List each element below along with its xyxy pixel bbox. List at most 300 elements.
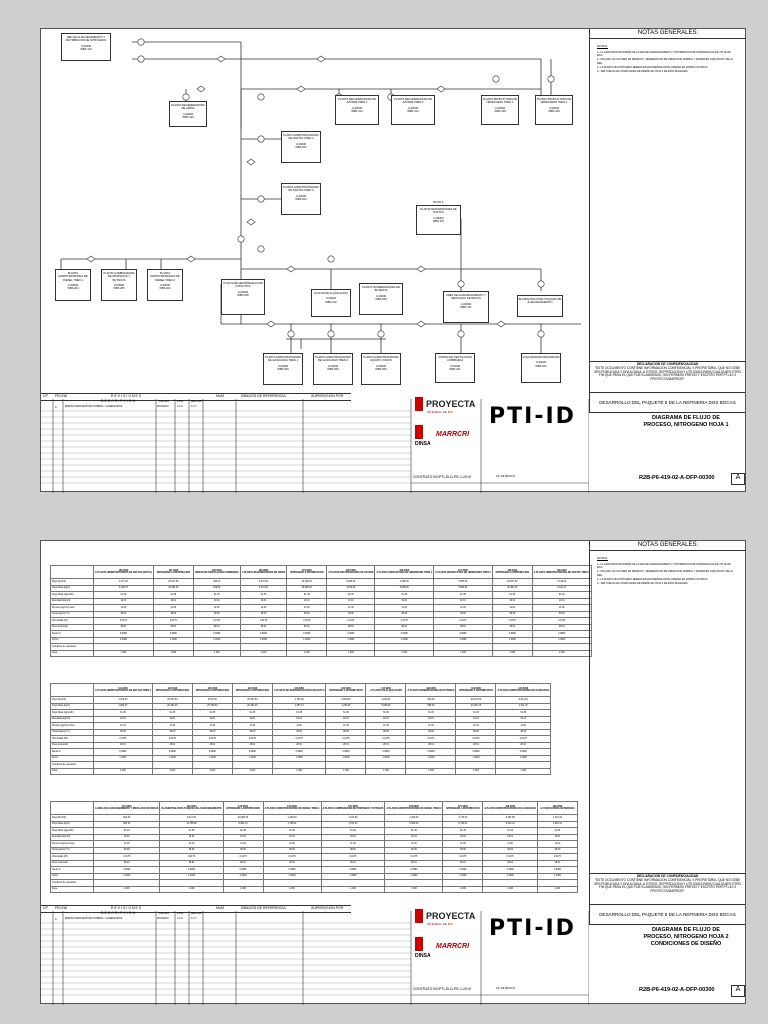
table-cell: 61.35 [232, 710, 272, 717]
unit-name: PLANTA DE DESINTEGRACION CATALITICA [223, 282, 263, 289]
row-label: Condicion de operacion [51, 644, 94, 651]
table-cell: 1.4000 [272, 755, 326, 762]
notes-column [589, 541, 746, 873]
unit-code: U-00000 [327, 364, 339, 368]
stream-header-text: NITROGENO A DISTRIBUCION [459, 690, 493, 692]
table-cell: 1,750.00 [272, 697, 326, 704]
stream-header-text: A PLANTA PRODUCTORA DE HIDROGENO TREN 2 [435, 572, 491, 574]
unit-name: COQUIZADORA RETARDADA [522, 356, 560, 359]
row-label: Temperatura (°C) [51, 847, 94, 854]
table-cell: 11.00 [263, 841, 321, 848]
table-cell: 0.0175 [492, 618, 532, 625]
table-cell: 0.0175 [153, 618, 193, 625]
row-label: Flujo Molar (kgmol/h) [51, 710, 94, 717]
proyecta-sub: INTEGRAL DE IDS [427, 410, 453, 414]
table-cell: 19.01 [327, 598, 375, 605]
stream-header-text: 103-0000 [258, 570, 269, 572]
table-cell: 0.9990 [483, 867, 538, 874]
table-cell: 19.01 [152, 716, 192, 723]
table-cell: 5,908.90 [434, 585, 493, 592]
table-cell: 28.01 [456, 742, 496, 749]
table-cell: 11.00 [434, 605, 493, 612]
row-label: Cp/Cv [51, 637, 94, 644]
stream-header-text: 113-0000 [207, 688, 218, 690]
table-cell: 28.01 [532, 624, 591, 631]
table-cell: 1,619.00 [94, 697, 153, 704]
stream-header [321, 802, 385, 815]
stream-header-text: 109-0000 [556, 570, 567, 572]
table-cell: 20,381.25 [232, 703, 272, 710]
stream-header-text: A PLANTA HIDROTRATADORA DE DIESEL TREN 2 [386, 808, 442, 810]
notes-list [597, 563, 737, 586]
stream-header-text: 127-0000 [458, 806, 468, 808]
table-cell: 19.01 [375, 598, 434, 605]
row-label: Factor Z [51, 749, 94, 756]
table-cell: 0.0175 [537, 854, 577, 861]
table-cell: 19.01 [456, 716, 496, 723]
table-cell: 19.01 [385, 834, 443, 841]
table-corner [51, 802, 94, 815]
table-cell: 1.4000 [321, 873, 385, 880]
col-fecha: FECHA [55, 906, 67, 910]
stream-header [272, 684, 326, 697]
stream-header-text: A PLANTA HIDROTRATADORA DE DIESEL TREN 1 [264, 808, 320, 810]
table-cell: 0.0175 [456, 736, 496, 743]
table-cell: 28.01 [232, 742, 272, 749]
table-cell: 558.80 [193, 585, 240, 592]
table-cell: 1,511.87 [496, 703, 551, 710]
unit-azufre-1 [335, 95, 379, 125]
table-cell: 11.00 [366, 723, 406, 730]
table-cell: 38.00 [537, 847, 577, 854]
stream-header [232, 684, 272, 697]
unit-name: PLANTA HIDROTRATADORA DE DIESEL TREN 2 [150, 272, 180, 282]
stream-header-text: 108-0000 [507, 570, 518, 572]
stream-header-text: 114-0000 [247, 688, 258, 690]
confidentiality-block [589, 873, 745, 905]
table-cell: 19.01 [153, 598, 193, 605]
table-cell: 1.4000 [483, 873, 538, 880]
table-cell: 28.01 [406, 742, 456, 749]
table-cell: 38.00 [366, 729, 406, 736]
table-cell: 28.01 [496, 742, 551, 749]
table-cell: 61.35 [272, 710, 326, 717]
unit-desint [221, 279, 265, 315]
table-cell: 28.01 [192, 742, 232, 749]
table-cell: 0.9990 [496, 749, 551, 756]
document-number: R2B-P6-419-02-A-DFP-00300 [639, 475, 715, 481]
stream-header-text: A PLANTA PRODUCTORA DE HIDROGENO TREN 1 [376, 572, 433, 574]
table-cell: 61.35 [492, 592, 532, 599]
table-cell: 0.9990 [160, 867, 223, 874]
table-cell: 61.35 [456, 710, 496, 717]
project-title: DESARROLLO DEL PAQUETE 6 DE LA REFINERIA DOS BOCAS [589, 905, 745, 925]
table-cell: 1,151.10 [537, 815, 577, 822]
stream-header-text: 106-0000 [399, 570, 410, 572]
design-table-2 [50, 683, 551, 775]
table-cell: 25,427.50 [232, 697, 272, 704]
table-cell: 1.000 [537, 886, 577, 893]
col-reviso: REVISO [191, 911, 203, 915]
unit-name: PLANTA REGENERADORA DE AMINA [171, 104, 205, 111]
table-cell: 1.4000 [232, 755, 272, 762]
proyecta-logo-mark [415, 909, 423, 923]
table-cell: 61.35 [287, 592, 327, 599]
table-cell: 38.00 [327, 611, 375, 618]
stream-header-text: A AREA DE ALMACENAMIENTO Y MEZCLADO DE BOCAS [95, 808, 159, 810]
table-cell: 61.35 [385, 828, 443, 835]
unit-hdt-nafta-2 [281, 183, 321, 215]
table-cell: 9,417.00 [160, 815, 223, 822]
contract-number: PTI-ID-D-PR-1-2019 [439, 475, 471, 479]
table-cell: 0.0175 [192, 736, 232, 743]
table-cell: 11.00 [94, 841, 160, 848]
unit-area: WBS 209 [277, 367, 289, 371]
unit-code: U-00000 [113, 283, 125, 287]
table-cell: 0.0175 [272, 736, 326, 743]
table-cell: 1.4000 [406, 755, 456, 762]
table-cell: 19.01 [537, 834, 577, 841]
table-cell: 38.00 [375, 611, 434, 618]
rev-row-date: 20/02/2019 [157, 918, 169, 920]
table-cell: 1.000 [287, 650, 327, 657]
table-cell: 61.35 [94, 710, 153, 717]
unit-area: WBS 418 [494, 109, 506, 113]
table-cell: 61.35 [366, 710, 406, 717]
unit-area: WBS 208 [237, 293, 249, 297]
table-cell: 0.9990 [456, 749, 496, 756]
table-cell: 28.01 [94, 860, 160, 867]
table-cell: 1.000 [443, 886, 483, 893]
table-cell: 0.0175 [366, 736, 406, 743]
table-cell: 1.000 [434, 650, 493, 657]
stream-header-text: NITROGENO A DISTRIBUCION [235, 690, 269, 692]
unit-code: U-00000 [277, 364, 289, 368]
table-cell: 11.00 [193, 605, 240, 612]
table-cell: 20,381.25 [456, 703, 496, 710]
table-cell: 588.00 [406, 703, 456, 710]
table-cell: 61.35 [443, 828, 483, 835]
table-cell: 1.000 [385, 886, 443, 893]
table-cell: 1,010.00 [321, 815, 385, 822]
table-cell: 1.4000 [94, 755, 153, 762]
confidentiality-title: DECLARACION DE CONFIDENCIALIDAD [636, 874, 699, 878]
unit-code: U-00000 [237, 290, 249, 294]
table-cell: 20,381.25 [152, 703, 192, 710]
stream-header [375, 566, 434, 579]
marrcri-logo: MARRCRI [436, 431, 470, 438]
unit-area: WBS 421 [460, 305, 472, 309]
table-cell: 1.000 [272, 768, 326, 775]
table-cell: 28.01 [321, 860, 385, 867]
stream-header [240, 566, 287, 579]
col-cp: CP [43, 906, 48, 910]
table-cell: 19.01 [240, 598, 287, 605]
table-cell: 38.00 [272, 729, 326, 736]
table-cell: 1,040.00 [366, 697, 406, 704]
table-cell: 38.00 [223, 847, 263, 854]
table-cell: 1.000 [223, 886, 263, 893]
stream-header-text: 120-0000 [518, 688, 529, 690]
row-label: Factor Z [51, 867, 94, 874]
notes-heading: NOTAS GENERALES: [589, 541, 746, 551]
table-cell: 61.35 [193, 592, 240, 599]
table-cell: 61.35 [483, 828, 538, 835]
revision-letter: A [731, 473, 745, 485]
table-cell: 19.01 [192, 716, 232, 723]
table-cell: 0.9990 [434, 631, 493, 638]
notes-subheading: NOTAS: [597, 556, 608, 560]
table-cell: 1,621.17 [532, 585, 591, 592]
table-cell: 11.00 [192, 723, 232, 730]
table-cell: 11.00 [406, 723, 456, 730]
table-cell: 0.9990 [327, 631, 375, 638]
table-cell: 1.000 [240, 650, 287, 657]
table-cell: 5,487.85 [483, 815, 538, 822]
table-cell: 28.01 [326, 742, 366, 749]
table-cell: 1.4000 [192, 755, 232, 762]
table-cell: 1.4000 [287, 637, 327, 644]
row-label: Viscosidad (cP) [51, 618, 94, 625]
table-cell: 38.00 [152, 729, 192, 736]
col-supervision: SUPERVISION POR [311, 906, 344, 910]
rev-row-desc: EMITIDO PARA REVISION INTERNA - COMENTARIOS [65, 918, 123, 920]
table-cell: 0.0175 [223, 854, 263, 861]
table-cell: 0.9990 [321, 867, 385, 874]
row-label: Fase [51, 768, 94, 775]
rev-row-rev: J.C.T. [191, 406, 197, 408]
col-descripcion: D E S C R I P C I O N [101, 399, 135, 403]
table-cell: 61.35 [192, 710, 232, 717]
notes-list [597, 51, 737, 74]
table-cell: 1,619.00 [532, 579, 591, 586]
stream-header-text: 112-0000 [167, 688, 178, 690]
rev-row-id: A [55, 406, 57, 409]
table-cell: 1,299.00 [326, 703, 366, 710]
row-label: Flujo (Nm3/h) [51, 579, 94, 586]
table-cell: 28.01 [152, 742, 192, 749]
row-label: Factor Z [51, 631, 94, 638]
unit-name: AREA DE ALMACENAMIENTO Y MEZCLADO DE BOCAS [446, 294, 486, 301]
table-cell: 0.0175 [240, 618, 287, 625]
table-cell: 38.00 [193, 611, 240, 618]
table-cell: 28.01 [385, 860, 443, 867]
table-cell: 38.00 [326, 729, 366, 736]
table-cell: 38.00 [232, 729, 272, 736]
table-cell: 61.35 [327, 592, 375, 599]
contract-number: PTI-ID-D-PR-1-2019 [439, 987, 471, 991]
table-cell: 61.35 [160, 828, 223, 835]
table-cell: 5,595.00 [327, 579, 375, 586]
note-item: 4.- VER TABLAS DE CONDICIONES DE DISEÑO EN HOJA 2 DE ESTE DIAGRAMA. [597, 69, 689, 73]
table-cell: 1.4000 [223, 873, 263, 880]
table-cell: 11.00 [496, 723, 551, 730]
unit-area: WBS 414 [351, 109, 363, 113]
pti-id-logo: PTI-ID [489, 916, 576, 941]
table-cell: 0.0175 [263, 854, 321, 861]
rev-row-rev: J.C.T. [191, 918, 197, 920]
table-cell: 0.9990 [153, 631, 193, 638]
table-cell: 4,870.50 [327, 585, 375, 592]
table-cell: 19.01 [496, 716, 551, 723]
unit-hdt-gas-3 [361, 353, 401, 385]
stream-header-text: 124-0000 [287, 806, 297, 808]
table-row [51, 886, 578, 893]
table-cell: 1.000 [496, 768, 551, 775]
note-item: 2.- INCLUIR LOS VALORES DE PRESION Y TEMPERATURA DE OPERACION NORMAL Y MAXIMA EN CADA PUNTO DE LA RED. [597, 570, 733, 577]
unit-almac [443, 291, 489, 323]
table-cell: 28.01 [94, 624, 154, 631]
table-cell: 1.4000 [456, 755, 496, 762]
table-cell: 19.01 [94, 834, 160, 841]
table-cell: 61.35 [94, 828, 160, 835]
table-cell: 25,527.50 [153, 579, 193, 586]
stream-header-text: NITROGENO A DISTRIBUCION [195, 690, 229, 692]
stream-header-text: NITROGENO A DISTRIBUCION [226, 808, 260, 810]
unit-h2-2 [535, 95, 573, 125]
table-cell: 11.00 [321, 841, 385, 848]
unit-code: U-00000 [295, 194, 307, 198]
unit-isom [359, 283, 403, 315]
table-cell: 0.0175 [443, 854, 483, 861]
table-cell: 25,527.50 [152, 697, 192, 704]
table-cell: 0.9990 [287, 631, 327, 638]
table-cell: 28.01 [366, 742, 406, 749]
unit-coquiz [521, 353, 561, 383]
stream-header [94, 566, 154, 579]
table-cell: 19.01 [272, 716, 326, 723]
table-cell: 61.35 [223, 828, 263, 835]
table-cell: 0.0175 [160, 854, 223, 861]
table-cell: 0.0175 [94, 618, 154, 625]
table-cell: 20,000.00 [287, 579, 327, 586]
table-cell: 38.00 [496, 729, 551, 736]
unit-code: U-00000 [159, 283, 171, 287]
row-label: Peso molecular [51, 624, 94, 631]
table-cell: 1.4000 [326, 755, 366, 762]
notes-column [589, 29, 746, 361]
table-cell: 1,762.12 [321, 821, 385, 828]
stream-header [193, 566, 240, 579]
table-cell: 38.00 [434, 611, 493, 618]
unit-reform [416, 205, 461, 235]
table-cell: 61.35 [375, 592, 434, 599]
unit-code: U-00000 [433, 216, 444, 220]
stream-header [434, 566, 493, 579]
table-cell: 1.000 [94, 886, 160, 893]
table-cell: 0.0175 [287, 618, 327, 625]
table-cell: 1.000 [532, 650, 591, 657]
row-label: Cp/Cv [51, 755, 94, 762]
unit-area: WBS 212 [325, 300, 337, 304]
table-cell: 0.0175 [375, 618, 434, 625]
table-cell: 0.0175 [496, 736, 551, 743]
table-cell: 1.4000 [160, 873, 223, 880]
row-label: Presion (kg/cm2 man) [51, 723, 94, 730]
table-row [51, 768, 551, 775]
table-cell: 5,047.50 [192, 697, 232, 704]
unit-area: WBS 413 [182, 115, 194, 119]
unit-name: PLANTA HIDROTRATADORA DE NAFTAS TREN 1 [283, 134, 319, 141]
table-cell: 11.00 [537, 841, 577, 848]
document-number: R2B-P6-419-02-A-DFP-00300 [639, 987, 715, 993]
unit-area: WBS 418 [548, 109, 560, 113]
nota-tag: NOTA 2 [433, 200, 444, 204]
row-label: Presion (kg/cm2 man) [51, 841, 94, 848]
table-cell: 0.9990 [326, 749, 366, 756]
table-cell: 19.01 [287, 598, 327, 605]
table-cell: 5,595.00 [375, 579, 434, 586]
table-cell: 19.01 [223, 834, 263, 841]
unit-area: WBS 207 [432, 219, 445, 223]
table-cell: 11.00 [483, 841, 538, 848]
project-title: DESARROLLO DEL PAQUETE 6 DE LA REFINERIA DOS BOCAS [589, 393, 745, 413]
drawing-sheet-1 [40, 28, 746, 492]
unit-code: U-00000 [375, 294, 387, 298]
table-cell: 38.00 [532, 611, 591, 618]
table-cell: 5,108.75 [94, 585, 154, 592]
rev-row-por: J.C.S. [177, 406, 184, 408]
table-cell: 0.0175 [232, 736, 272, 743]
stream-header [443, 802, 483, 815]
table-cell: 1.000 [152, 768, 192, 775]
stream-header [456, 684, 496, 697]
note-item: 3.- LA PLANTA DE NITROGENO DEBERA ESTAR DISEÑADA PARA OPERAR EN FORMA CONTINUA. [597, 65, 709, 69]
table-cell: 11.00 [492, 605, 532, 612]
unit-area: WBS 209 [375, 367, 387, 371]
table-cell: 0.9990 [272, 749, 326, 756]
table-cell: 28.01 [483, 860, 538, 867]
contract-label: CONTRATO NO. [413, 475, 440, 479]
dinsa-logo: DINSA [415, 441, 431, 447]
table-cell: 1.4000 [152, 755, 192, 762]
table-cell: 0.0175 [385, 854, 443, 861]
table-cell: 19.01 [443, 834, 483, 841]
confidentiality-block [589, 361, 745, 393]
unit-area: WBS 204 [67, 287, 79, 291]
table-cell: 61.35 [153, 592, 193, 599]
stream-header-text: UNIDAD DE DESTILACION COMBINADA [194, 572, 239, 574]
col-fecha2: FECHA [159, 911, 170, 915]
table-cell: 0.9990 [152, 749, 192, 756]
table-cell: 4,770.00 [443, 815, 483, 822]
unit-name: PLANTA ISOMERIZADORA DE BUTANOS [362, 286, 400, 293]
table-row [51, 684, 551, 697]
unit-code: U-00000 [67, 283, 79, 287]
stream-header-text: NITROGENO A DISTRIBUCION [329, 690, 363, 692]
table-cell: 28.01 [153, 624, 193, 631]
proyecta-logo: PROYECTA [426, 399, 476, 409]
col-revisiones: R E V I S I O N E S [111, 906, 142, 910]
table-cell: 480.00 [193, 579, 240, 586]
row-label: Temperatura (°C) [51, 729, 94, 736]
table-cell: 1.4000 [193, 637, 240, 644]
stream-header-text: 122-0000 [186, 806, 197, 808]
unit-code: U-00000 [351, 106, 363, 110]
stream-header-text: NITROGENO A DISTRIBUCION [495, 572, 529, 574]
table-cell: 0.9990 [532, 631, 591, 638]
table-cell: 1.000 [326, 768, 366, 775]
table-cell: 5,999.00 [366, 703, 406, 710]
table-cell: 1.000 [263, 886, 321, 893]
table-cell: 0.9990 [375, 631, 434, 638]
stream-header-text: 116-0000 [341, 688, 351, 690]
table-cell: 28.01 [223, 860, 263, 867]
stream-header-text: 107-0000 [458, 570, 468, 572]
table-cell: 28.01 [492, 624, 532, 631]
stream-header-text: 104-0000 [301, 570, 312, 572]
table-cell: 0.9990 [366, 749, 406, 756]
